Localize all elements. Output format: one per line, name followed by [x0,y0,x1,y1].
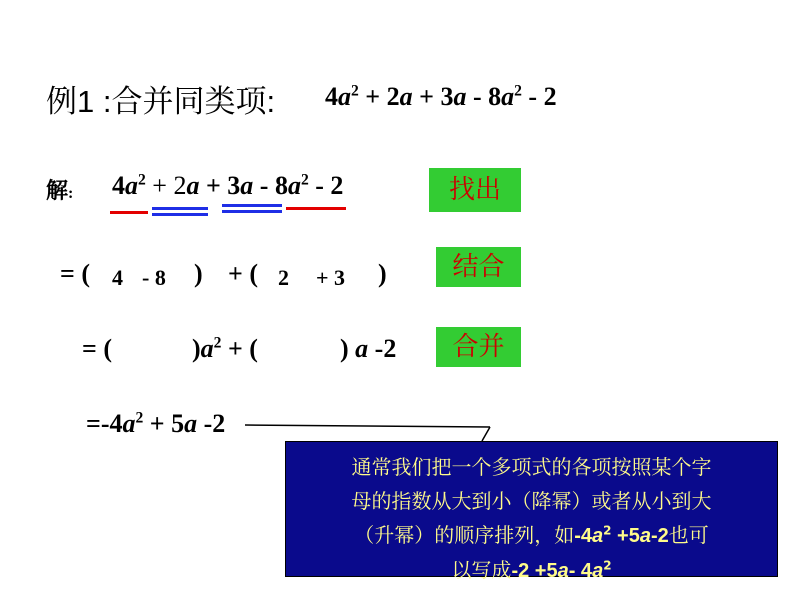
callout-note [285,441,778,582]
merging-line: = ( )$a^2$ + ( ) a -2 [82,334,397,363]
callout-line-1: 通常我们把一个多项式的各项按照某个字 [351,455,712,479]
result-line: $=-4a^2 + 5a$ -2 [86,409,226,438]
solution-expression: $4a^2 + 2a + 3a - 8a^2 - 2$ [112,171,344,200]
callout-line-4: 以写成-2 +5a- $4a^2$ [451,558,612,582]
callout-line-3: （升幂）的顺序排列，如$-4a^2 +5a-2$也可 [354,523,709,547]
example-label: 例1 :合并同类项 [46,84,267,119]
grouping-line: = ( 4 - 8 ) + ( 2 + 3 ) [60,259,387,290]
find-badge: 找出 [429,168,521,212]
merge-badge: 合并 [436,327,521,367]
callout-line-2: 母的指数从大到小（降幂）或者从小到大 [351,489,712,513]
example-colon: : [266,84,276,119]
example-expression: $4a^2 + 2a + 3a - 8a^2 - 2$ [325,82,557,111]
solution-label: 解: [46,179,74,204]
combine-badge: 结合 [436,247,521,287]
